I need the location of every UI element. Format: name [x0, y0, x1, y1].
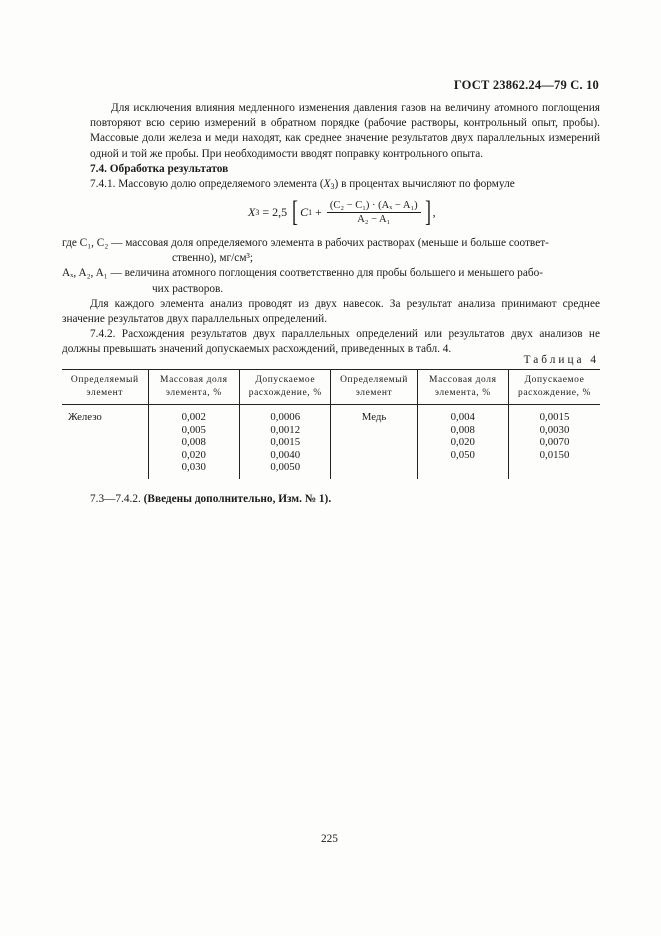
tolerance-value: 0,0150: [539, 448, 570, 461]
table-row: [62, 405, 600, 480]
tolerance-value: 0,0012: [270, 423, 301, 436]
document-header: ГОСТ 23862.24—79 С. 10: [453, 78, 599, 92]
formula-denominator: A₂ − A₁: [357, 213, 391, 225]
var-x3: X: [323, 178, 331, 191]
tolerance-value: 0,0006: [270, 411, 301, 423]
fraction-value: 0,020: [181, 448, 206, 461]
formula-plus: +: [315, 204, 322, 219]
formula-fraction: [327, 200, 421, 225]
table-caption: Таблица 4: [523, 354, 599, 366]
definitions: [62, 236, 600, 358]
definition-a-cont: чих растворов.: [152, 282, 224, 295]
paragraph-742: 7.4.2. Расхождения результатов двух параллельных определений или результатов двух анализов не должны превышать значений допускаемых расхождений, приведенных в табл. 4.: [62, 328, 600, 356]
definition-c-cont: ственно), мг/см³;: [172, 252, 253, 265]
para-741-prefix: 7.4.1. Массовую долю определяемого элемента (: [90, 178, 324, 191]
formula-lhs: X: [248, 204, 256, 219]
cell-tolerances-1: [240, 405, 331, 480]
tolerance-value: 0,0015: [270, 436, 301, 448]
tolerance-value: 0,0030: [539, 423, 570, 436]
cell-fractions-1: [148, 405, 239, 480]
formula-c1: C: [300, 204, 309, 219]
tolerance-value: 0,0050: [270, 461, 301, 473]
formula-equals: = 2,5: [262, 204, 288, 219]
definition-a: Aₓ, A₂, A₁ — величина атомного поглощения соответственно для пробы большего и меньшего рабо-: [62, 267, 543, 280]
header-element-2: Определяемый элемент: [331, 370, 417, 405]
fraction-value: 0,005: [181, 423, 206, 436]
cell-fractions-2: [417, 405, 508, 480]
header-fraction-1: Массовая доля элемента, %: [148, 370, 239, 405]
footnote: [90, 493, 331, 505]
section-heading-text: 7.4. Обработка результатов: [90, 162, 229, 175]
fraction-value: 0,030: [181, 461, 206, 473]
footnote-prefix: 7.3—7.4.2.: [90, 493, 141, 505]
tolerance-value: 0,0070: [539, 436, 570, 448]
formula-numerator: (C₂ − C₁) · (Aₓ − A₁): [327, 200, 421, 213]
cell-element-2: Медь: [331, 405, 417, 480]
formula: [248, 195, 436, 228]
fraction-value: 0,008: [181, 436, 206, 448]
cell-element-1: Железо: [68, 411, 102, 423]
header-element-1: Определяемый элемент: [62, 370, 148, 405]
tolerance-value: 0,0015: [539, 411, 570, 423]
text-block: [90, 101, 600, 194]
tolerance-value: 0,0040: [270, 448, 301, 461]
left-bracket: [: [292, 195, 299, 228]
header-fraction-2: Массовая доля элемента, %: [417, 370, 508, 405]
formula-c1-sub: 1: [308, 207, 313, 217]
formula-lhs-sub: 3: [255, 207, 260, 217]
right-bracket: ]: [424, 195, 431, 228]
definition-c: где C₁, C₂ — массовая доля определяемого элемента в рабочих растворах (меньше и больше соответ-: [62, 237, 549, 249]
header-tolerance-2: Допускаемое расхождение, %: [509, 370, 600, 405]
section-heading: [90, 162, 600, 177]
table-header-row: [62, 370, 600, 405]
footnote-bold: (Введены дополнительно, Изм. № 1).: [143, 493, 332, 505]
header-tolerance-1: Допускаемое расхождение, %: [240, 370, 331, 405]
paragraph-741: 7.4.1. Массовую долю определяемого элемента $(X_3)$ в процентах вычисляют по формуле: [90, 178, 515, 192]
cell-tolerances-2: [509, 405, 600, 480]
fraction-value: 0,008: [450, 423, 475, 436]
paragraph-intro: Для исключения влияния медленного изменения давления газов на величину атомного поглощения повторяют всю серию измерений в обратном порядке (рабочие растворы, контрольный опыт, пробы). Массовые доли железа и меди находят, как среднее значение результатов двух параллельных измерений одной и той же пробы. При необходимости вводят поправку контрольного опыта.: [90, 102, 600, 160]
para-741-suffix: ) в процентах вычисляют по формуле: [334, 178, 515, 191]
results-table: [62, 369, 600, 479]
formula-comma: ,: [432, 204, 436, 219]
fraction-value: 0,004: [450, 411, 475, 423]
fraction-value: 0,020: [450, 436, 475, 448]
paragraph-each: Для каждого элемента анализ проводят из двух навесок. За результат анализа принимают среднее значение результатов двух параллельных определений.: [62, 297, 600, 326]
page-number: 225: [321, 833, 338, 845]
fraction-value: 0,002: [181, 411, 206, 423]
fraction-value: 0,050: [450, 448, 475, 461]
